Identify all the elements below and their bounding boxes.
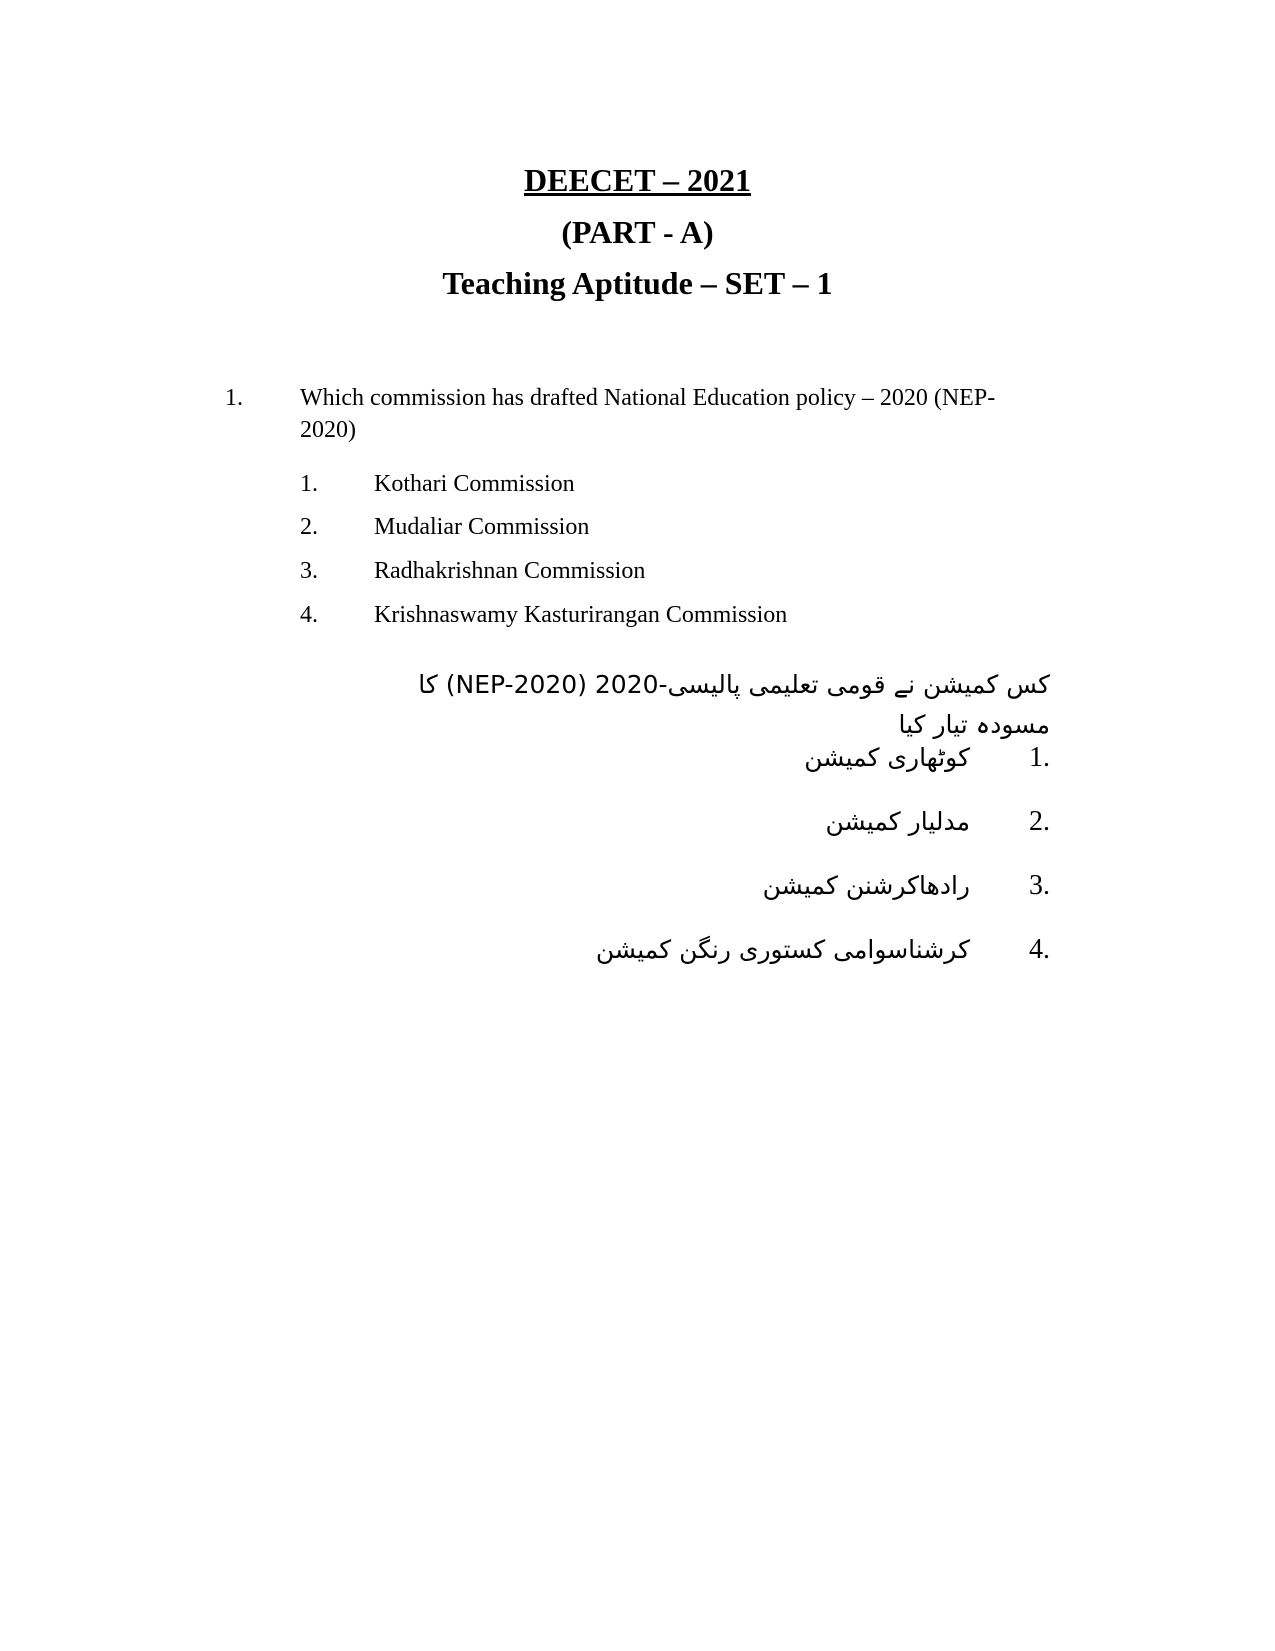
exam-subtitle: Teaching Aptitude – SET – 1 <box>442 265 833 301</box>
option-number: 1. <box>300 471 318 497</box>
option-number: 2. <box>300 514 318 540</box>
urdu-option-3 <box>763 866 1050 906</box>
option-label: Krishnaswamy Kasturirangan Commission <box>374 602 788 628</box>
urdu-option-number: .2 <box>1029 806 1050 837</box>
exam-part: (PART - A) <box>561 214 714 250</box>
option-number: 3. <box>300 558 318 584</box>
option-label: Mudaliar Commission <box>374 514 590 540</box>
urdu-option-label: مدلیار کمیشن <box>825 807 970 836</box>
urdu-option-label: کوٹھاری کمیشن <box>804 743 970 772</box>
option-2 <box>300 511 589 543</box>
urdu-option-4 <box>596 930 1050 970</box>
option-label: Kothari Commission <box>374 471 575 497</box>
urdu-question-text: کس کمیشن نے قومی تعلیمی پالیسی-2020 (NEP-2020) کا مسودہ تیار کیا <box>418 670 1050 739</box>
option-3 <box>300 555 645 587</box>
urdu-option-label: رادھاکرشنن کمیشن <box>762 871 970 900</box>
urdu-option-number: .4 <box>1029 934 1050 965</box>
option-number: 4. <box>300 602 318 628</box>
urdu-option-label: کرشناسوامی کستوری رنگن کمیشن <box>595 935 970 964</box>
urdu-option-number: .1 <box>1029 742 1050 773</box>
urdu-option-2 <box>825 802 1050 842</box>
option-label: Radhakrishnan Commission <box>374 558 646 584</box>
urdu-option-number: .3 <box>1029 870 1050 901</box>
urdu-option-1 <box>804 738 1050 778</box>
option-1 <box>300 468 575 500</box>
question-text: Which commission has drafted National Education policy – 2020 (NEP-2020) <box>300 385 996 443</box>
exam-title: DEECET – 2021 <box>523 162 751 198</box>
option-4 <box>300 599 787 631</box>
question-number: 1. <box>225 385 243 411</box>
